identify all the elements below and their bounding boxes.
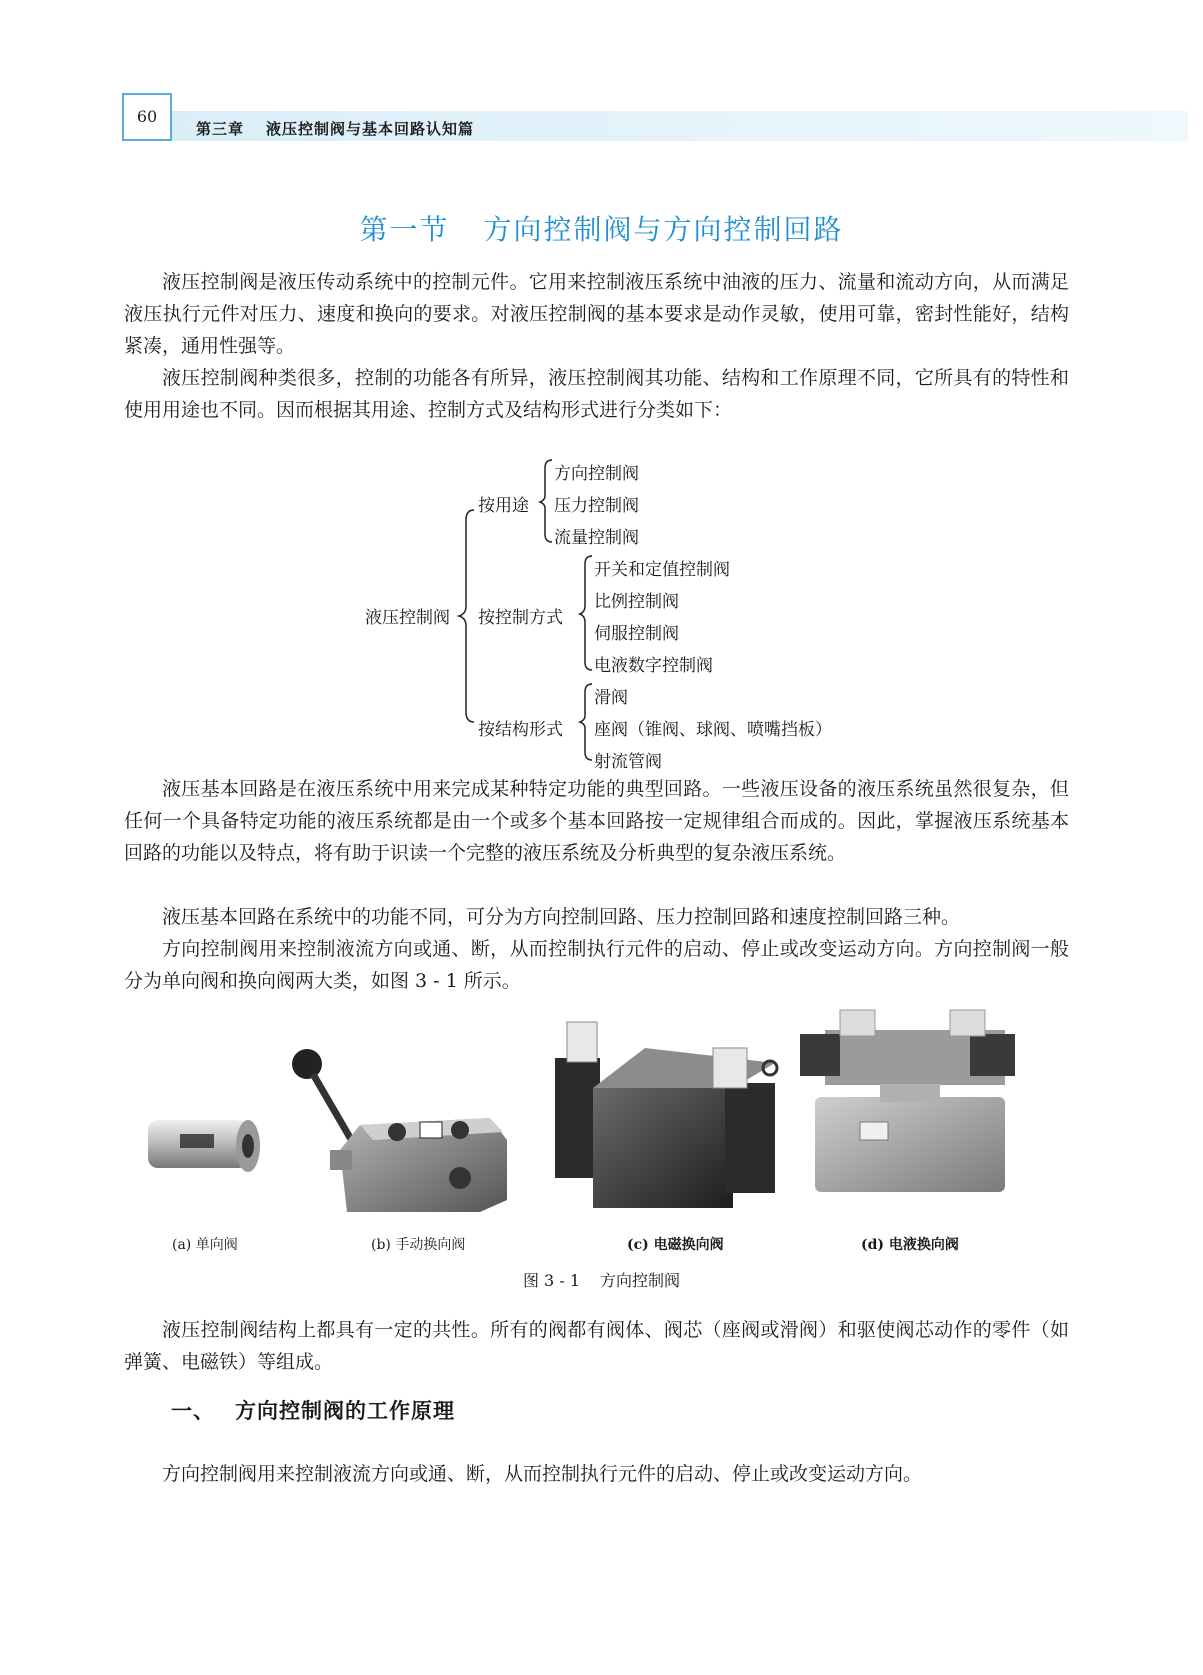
tree-item: 比例控制阀 xyxy=(594,592,679,612)
section-title xyxy=(0,208,1203,248)
paragraph-working-principle: 方向控制阀用来控制液流方向或通、断，从而控制执行元件的启动、停止或改变运动方向。 xyxy=(162,1463,923,1485)
figure-label-b: (b) 手动换向阀 xyxy=(371,1237,466,1253)
tree-item: 方向控制阀 xyxy=(554,464,639,484)
paragraph-intro: 液压控制阀是液压传动系统中的控制元件。它用来控制液压系统中油液的压力、流量和流动方向，从而满足液压执行元件对压力、速度和换向的要求。对液压控制阀的基本要求是动作灵敏，使用可靠，密封性能好，结构紧凑，通用性强等。 xyxy=(124,271,1069,357)
section-number: 第一节 xyxy=(359,213,450,246)
figure-label-c: (c) 电磁换向阀 xyxy=(627,1237,724,1253)
page-number: 60 xyxy=(122,93,172,141)
solenoid-valve-photo xyxy=(545,1008,790,1213)
manual-valve-photo xyxy=(285,1040,530,1215)
paragraph-basic-circuits: 液压基本回路是在液压系统中用来完成某种特定功能的典型回路。一些液压设备的液压系统虽然很复杂，但任何一个具备特定功能的液压系统都是由一个或多个基本回路按一定规律组合而成的。因此，掌握液压系统基本回路的功能以及特点，将有助于识读一个完整的液压系统及分析典型的复杂液压系统。 xyxy=(124,778,1069,864)
tree-item: 开关和定值控制阀 xyxy=(594,560,730,580)
paragraph-valve-structure: 液压控制阀结构上都具有一定的共性。所有的阀都有阀体、阀芯（座阀或滑阀）和驱使阀芯动作的零件（如弹簧、电磁铁）等组成。 xyxy=(124,1319,1069,1373)
check-valve-photo xyxy=(140,1112,265,1182)
tree-by-structure-label: 按结构形式 xyxy=(478,720,563,740)
subsection-heading xyxy=(171,1395,455,1425)
electrohydraulic-valve-photo xyxy=(800,1002,1015,1202)
tree-by-control-label: 按控制方式 xyxy=(478,608,563,628)
tree-by-use-label: 按用途 xyxy=(478,496,529,516)
subsection-number: 一、 xyxy=(171,1399,215,1423)
figure-label-d: (d) 电液换向阀 xyxy=(861,1237,959,1253)
paragraph-classification: 液压控制阀种类很多，控制的功能各有所异，液压控制阀其功能、结构和工作原理不同，它所具有的特性和使用用途也不同。因而根据其用途、控制方式及结构形式进行分类如下： xyxy=(124,367,1069,421)
tree-item: 压力控制阀 xyxy=(554,496,639,516)
chapter-title: 液压控制阀与基本回路认知篇 xyxy=(266,120,475,138)
tree-item: 射流管阀 xyxy=(594,752,662,772)
tree-item: 伺服控制阀 xyxy=(594,624,679,644)
chapter-number: 第三章 xyxy=(196,120,245,138)
figure-label-a: (a) 单向阀 xyxy=(172,1237,238,1253)
section-title-text: 方向控制阀与方向控制回路 xyxy=(483,213,844,246)
tree-item: 滑阀 xyxy=(594,688,628,708)
tree-root: 液压控制阀 xyxy=(365,608,450,628)
tree-item: 座阀（锥阀、球阀、喷嘴挡板） xyxy=(594,720,832,740)
tree-item: 电液数字控制阀 xyxy=(594,656,713,676)
figure-caption-title: 方向控制阀 xyxy=(600,1271,681,1290)
paragraph-circuit-types: 液压基本回路在系统中的功能不同，可分为方向控制回路、压力控制回路和速度控制回路三种。 xyxy=(162,906,961,928)
figure-caption-number: 图 3 - 1 xyxy=(522,1271,580,1290)
subsection-title: 方向控制阀的工作原理 xyxy=(235,1399,455,1423)
paragraph-direction-valve: 方向控制阀用来控制液流方向或通、断，从而控制执行元件的启动、停止或改变运动方向。方向控制阀一般分为单向阀和换向阀两大类，如图 3 - 1 所示。 xyxy=(124,938,1069,992)
tree-item: 流量控制阀 xyxy=(554,528,639,548)
figure-caption xyxy=(0,1268,1203,1291)
chapter-heading xyxy=(196,118,474,139)
